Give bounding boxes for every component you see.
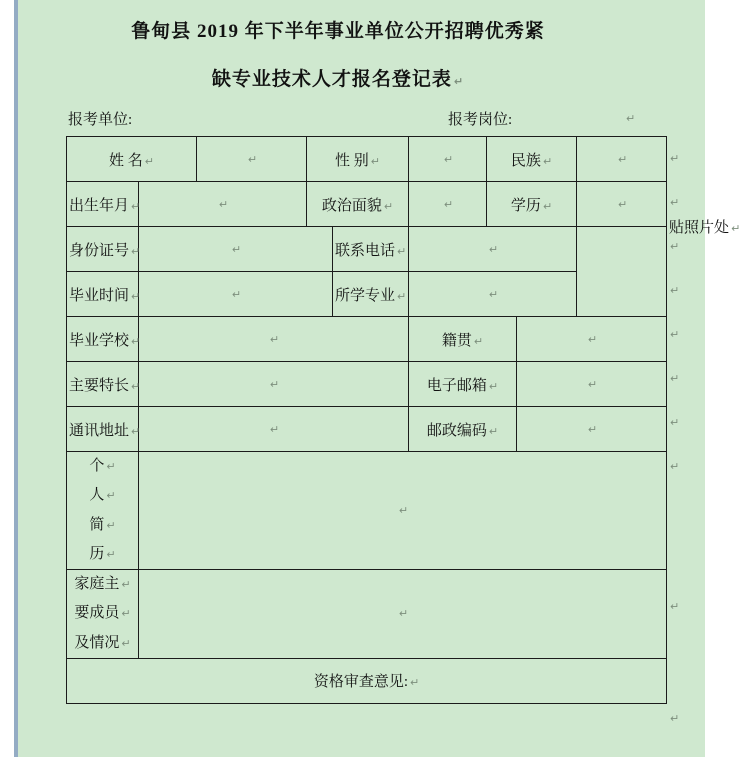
- paragraph-mark-icon: ↵: [587, 332, 598, 346]
- paragraph-mark-icon: ↵: [670, 284, 680, 297]
- resume-label-char-text: 历: [89, 545, 105, 562]
- resume-label-cell: [67, 452, 139, 570]
- gender-label: 性 别: [335, 152, 369, 169]
- paragraph-mark-icon: ↵: [269, 377, 280, 391]
- paragraph-mark-icon: ↵: [670, 196, 680, 209]
- paragraph-mark-icon: ↵: [617, 197, 628, 211]
- document-page: [14, 0, 740, 757]
- mailing-address-label-cell: [67, 407, 139, 452]
- postal-code-value-cell[interactable]: [517, 407, 667, 452]
- photo-area-label: 贴照片处: [669, 220, 730, 236]
- native-place-label: 籍贯: [441, 332, 472, 349]
- education-label: 学历: [510, 197, 541, 214]
- paragraph-mark-icon: ↵: [587, 377, 598, 391]
- paragraph-mark-icon: ↵: [670, 240, 680, 253]
- paragraph-mark-icon: ↵: [106, 460, 116, 473]
- gender-value-cell[interactable]: [409, 137, 487, 182]
- phone-label: 联系电话: [335, 242, 396, 259]
- email-value-cell[interactable]: [517, 362, 667, 407]
- table-row: [67, 317, 667, 362]
- paragraph-mark-icon: ↵: [247, 152, 258, 166]
- paragraph-mark-icon: ↵: [488, 379, 499, 393]
- native-place-label-cell: [409, 317, 517, 362]
- name-label-cell: [67, 137, 197, 182]
- ethnicity-label: 民族: [510, 152, 541, 169]
- paragraph-mark-icon: ↵: [131, 424, 141, 438]
- name-value-cell[interactable]: [197, 137, 307, 182]
- family-label-line: [69, 570, 136, 599]
- paragraph-mark-icon: ↵: [131, 244, 141, 258]
- table-row: [67, 658, 667, 703]
- id-number-label: 身份证号: [69, 242, 130, 259]
- table-row: [67, 227, 667, 272]
- paragraph-mark-icon: ↵: [731, 222, 740, 235]
- paragraph-mark-icon: ↵: [670, 712, 680, 725]
- birth-date-label-cell: [67, 182, 139, 227]
- paragraph-mark-icon: ↵: [453, 75, 465, 88]
- paragraph-mark-icon: ↵: [542, 154, 553, 168]
- paragraph-mark-icon: ↵: [269, 332, 280, 346]
- apply-post-label: 报考岗位:: [448, 112, 513, 128]
- resume-label-char: [69, 481, 136, 510]
- phone-label-cell: [333, 227, 409, 272]
- resume-label-char: [69, 540, 136, 569]
- education-label-cell: [487, 182, 577, 227]
- family-label-line: [69, 599, 136, 628]
- email-label-cell: [409, 362, 517, 407]
- resume-label-char-text: 个: [89, 458, 105, 474]
- paragraph-mark-icon: ↵: [397, 244, 407, 258]
- paragraph-mark-icon: ↵: [131, 379, 141, 393]
- phone-value-cell[interactable]: [409, 227, 577, 272]
- table-row: [67, 407, 667, 452]
- resume-label-char: [69, 452, 136, 481]
- email-label: 电子邮箱: [426, 377, 487, 394]
- paragraph-mark-icon: ↵: [269, 422, 280, 436]
- political-status-label-cell: [307, 182, 409, 227]
- paragraph-mark-icon: ↵: [443, 197, 454, 211]
- paragraph-mark-icon: ↵: [121, 578, 131, 591]
- document-title-line-2: [18, 64, 658, 91]
- paragraph-mark-icon: ↵: [617, 152, 628, 166]
- apply-unit-label: 报考单位:: [68, 112, 133, 128]
- table-row: [67, 362, 667, 407]
- id-number-label-cell: [67, 227, 139, 272]
- paragraph-mark-icon: ↵: [231, 287, 242, 301]
- paragraph-mark-icon: ↵: [231, 242, 242, 256]
- graduation-date-label-cell: [67, 272, 139, 317]
- paragraph-mark-icon: ↵: [397, 289, 407, 303]
- table-row: [67, 570, 667, 659]
- major-label: 所学专业: [335, 287, 396, 304]
- review-opinion-cell[interactable]: [67, 658, 667, 703]
- table-row: [67, 452, 667, 570]
- paragraph-mark-icon: ↵: [106, 547, 116, 561]
- paragraph-mark-icon: ↵: [587, 422, 598, 436]
- name-label: 姓 名: [109, 152, 143, 169]
- paragraph-mark-icon: ↵: [670, 460, 680, 473]
- paragraph-mark-icon: ↵: [670, 600, 680, 613]
- birth-date-value-cell[interactable]: [139, 182, 307, 227]
- paragraph-mark-icon: ↵: [398, 504, 409, 517]
- graduation-school-label-cell: [67, 317, 139, 362]
- education-value-cell[interactable]: [577, 182, 667, 227]
- main-specialty-label-cell: [67, 362, 139, 407]
- paragraph-mark-icon: ↵: [144, 154, 154, 168]
- form-header-row: [18, 108, 678, 134]
- graduation-school-label: 毕业学校: [69, 332, 130, 349]
- paragraph-mark-icon: ↵: [626, 112, 636, 125]
- gender-label-cell: [307, 137, 409, 182]
- graduation-date-label: 毕业时间: [69, 287, 130, 304]
- document-title-line-2-text: 缺专业技术人才报名登记表: [211, 69, 452, 90]
- ethnicity-value-cell[interactable]: [577, 137, 667, 182]
- main-specialty-label: 主要特长: [69, 377, 130, 394]
- paragraph-mark-icon: ↵: [670, 372, 680, 385]
- paragraph-mark-icon: ↵: [443, 152, 454, 166]
- paragraph-mark-icon: ↵: [121, 636, 131, 650]
- paragraph-mark-icon: ↵: [131, 289, 141, 303]
- paragraph-mark-icon: ↵: [488, 242, 499, 256]
- resume-label-char-text: 简: [89, 516, 105, 533]
- native-place-value-cell[interactable]: [517, 317, 667, 362]
- paragraph-mark-icon: ↵: [398, 607, 409, 621]
- paragraph-mark-icon: ↵: [488, 287, 499, 301]
- major-label-cell: [333, 272, 409, 317]
- paragraph-mark-icon: ↵: [121, 607, 131, 621]
- paragraph-mark-icon: ↵: [106, 518, 116, 532]
- political-status-value-cell[interactable]: [409, 182, 487, 227]
- paragraph-mark-icon: ↵: [473, 334, 484, 348]
- birth-date-label: 出生年月: [69, 197, 130, 214]
- paragraph-mark-icon: ↵: [218, 197, 229, 211]
- family-label-line: [69, 629, 136, 658]
- graduation-date-value-cell[interactable]: [139, 272, 333, 317]
- political-status-label: 政治面貌: [321, 197, 382, 214]
- mailing-address-label: 通讯地址: [69, 422, 130, 439]
- postal-code-label-cell: [409, 407, 517, 452]
- resume-label-char-text: 人: [89, 487, 105, 504]
- paragraph-mark-icon: ↵: [131, 334, 141, 348]
- table-row: [67, 272, 667, 317]
- review-opinion-label: 资格审查意见:: [313, 674, 408, 691]
- paragraph-mark-icon: ↵: [106, 489, 116, 503]
- paragraph-mark-icon: ↵: [410, 676, 420, 690]
- paragraph-mark-icon: ↵: [488, 424, 499, 438]
- family-label-line-text: 及情况: [74, 634, 120, 651]
- family-label-cell: [67, 570, 139, 659]
- paragraph-mark-icon: ↵: [670, 328, 680, 341]
- major-value-cell[interactable]: [409, 272, 577, 317]
- table-row: [67, 182, 667, 227]
- family-label-line-text: 家庭主: [74, 576, 120, 592]
- family-label-line-text: 要成员: [74, 605, 120, 622]
- mailing-address-value-cell[interactable]: [139, 407, 409, 452]
- paragraph-mark-icon: ↵: [542, 199, 553, 213]
- family-value-cell[interactable]: [139, 570, 667, 659]
- paragraph-mark-icon: ↵: [370, 154, 381, 168]
- table-row: [67, 137, 667, 182]
- paragraph-mark-icon: ↵: [670, 416, 680, 429]
- document-title-line-1: 鲁甸县 2019 年下半年事业单位公开招聘优秀紧: [131, 21, 545, 42]
- resume-value-cell[interactable]: [139, 452, 667, 570]
- resume-label-char: [69, 511, 136, 540]
- ethnicity-label-cell: [487, 137, 577, 182]
- id-number-value-cell[interactable]: [139, 227, 333, 272]
- graduation-school-value-cell[interactable]: [139, 317, 409, 362]
- paragraph-mark-icon: ↵: [670, 152, 680, 165]
- registration-form-table: [66, 136, 740, 704]
- main-specialty-value-cell[interactable]: [139, 362, 409, 407]
- paragraph-mark-icon: ↵: [131, 199, 141, 213]
- postal-code-label: 邮政编码: [426, 422, 487, 439]
- paragraph-mark-icon: ↵: [383, 199, 394, 213]
